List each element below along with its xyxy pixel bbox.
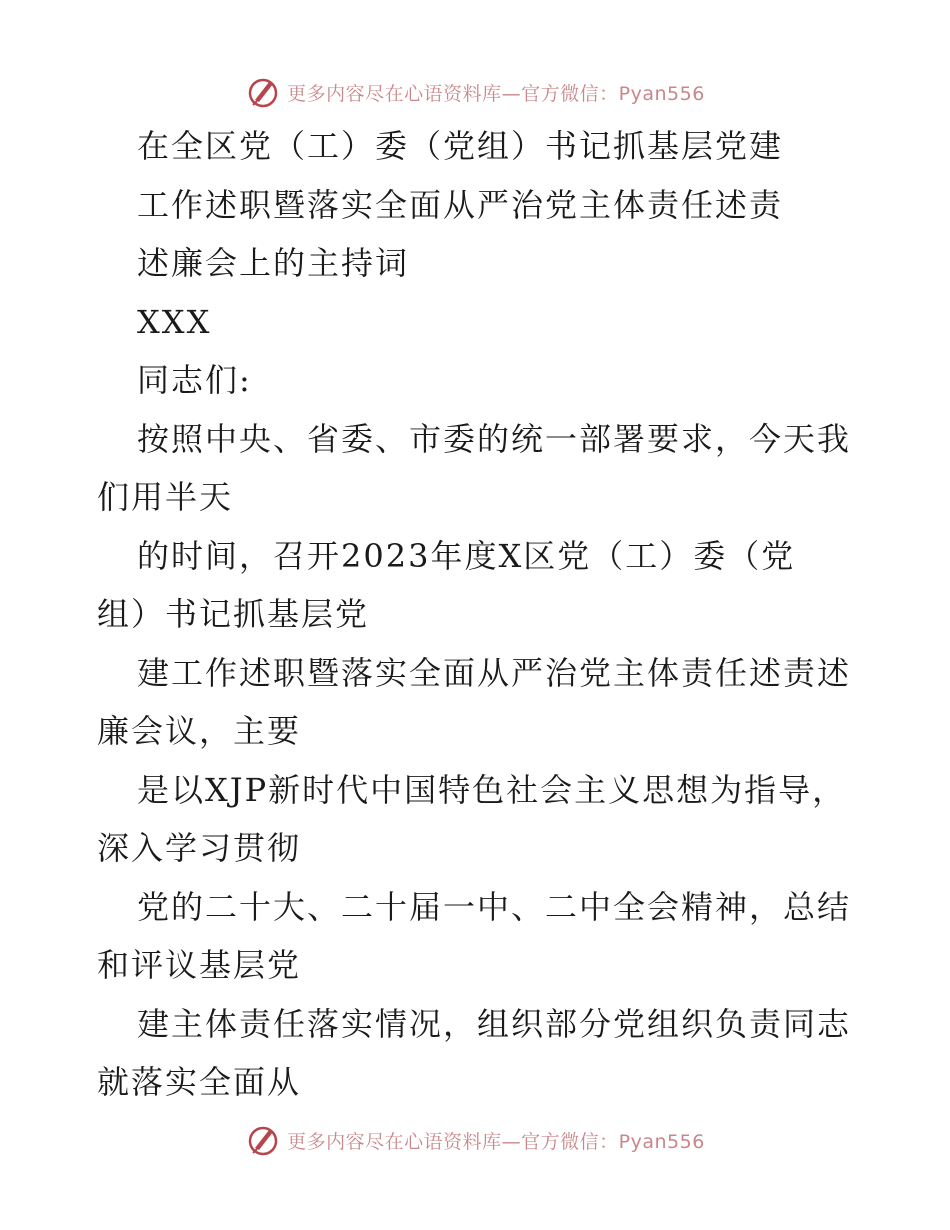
quill-pen-logo-icon: [245, 74, 281, 110]
author-line: XXX: [137, 302, 212, 341]
document-body: [97, 117, 857, 1112]
paragraph-line: 建主体责任落实情况，组织部分党组织负责同志: [137, 1004, 852, 1043]
paragraph-line: 是以XJP新时代中国特色社会主义思想为指导，: [137, 770, 847, 809]
paragraph-line: 们用半天: [97, 478, 234, 516]
paragraph-line: 按照中央、省委、市委的统一部署要求，今天我: [137, 419, 852, 458]
title-line-2: 工作述职暨落实全面从严治党主体责任述责: [137, 185, 784, 224]
paragraph-line: 组）书记抓基层党: [97, 595, 370, 633]
salutation-line: 同志们:: [137, 361, 252, 399]
footer-banner: [0, 1118, 950, 1162]
header-banner: [0, 70, 950, 114]
paragraph-line: 党的二十大、二十届一中、二中全会精神，总结: [137, 887, 852, 926]
paragraph-line: 的时间，召开2023年度X区党（工）委（党: [137, 536, 796, 575]
footer-banner-text: 更多内容尽在心语资料库—官方微信：Pyan556: [287, 1130, 705, 1153]
paragraph-line: 廉会议，主要: [97, 712, 302, 750]
quill-pen-logo-icon: [245, 1122, 281, 1158]
title-line-1: 在全区党（工）委（党组）书记抓基层党建: [137, 127, 784, 165]
paragraph-line: 深入学习贯彻: [97, 829, 302, 867]
title-line-3: 述廉会上的主持词: [137, 244, 410, 282]
paragraph-line: 就落实全面从: [97, 1063, 302, 1101]
paragraph-line: 建工作述职暨落实全面从严治党主体责任述责述: [137, 653, 852, 692]
header-banner-text: 更多内容尽在心语资料库—官方微信：Pyan556: [287, 82, 705, 105]
paragraph-line: 和评议基层党: [97, 946, 302, 984]
